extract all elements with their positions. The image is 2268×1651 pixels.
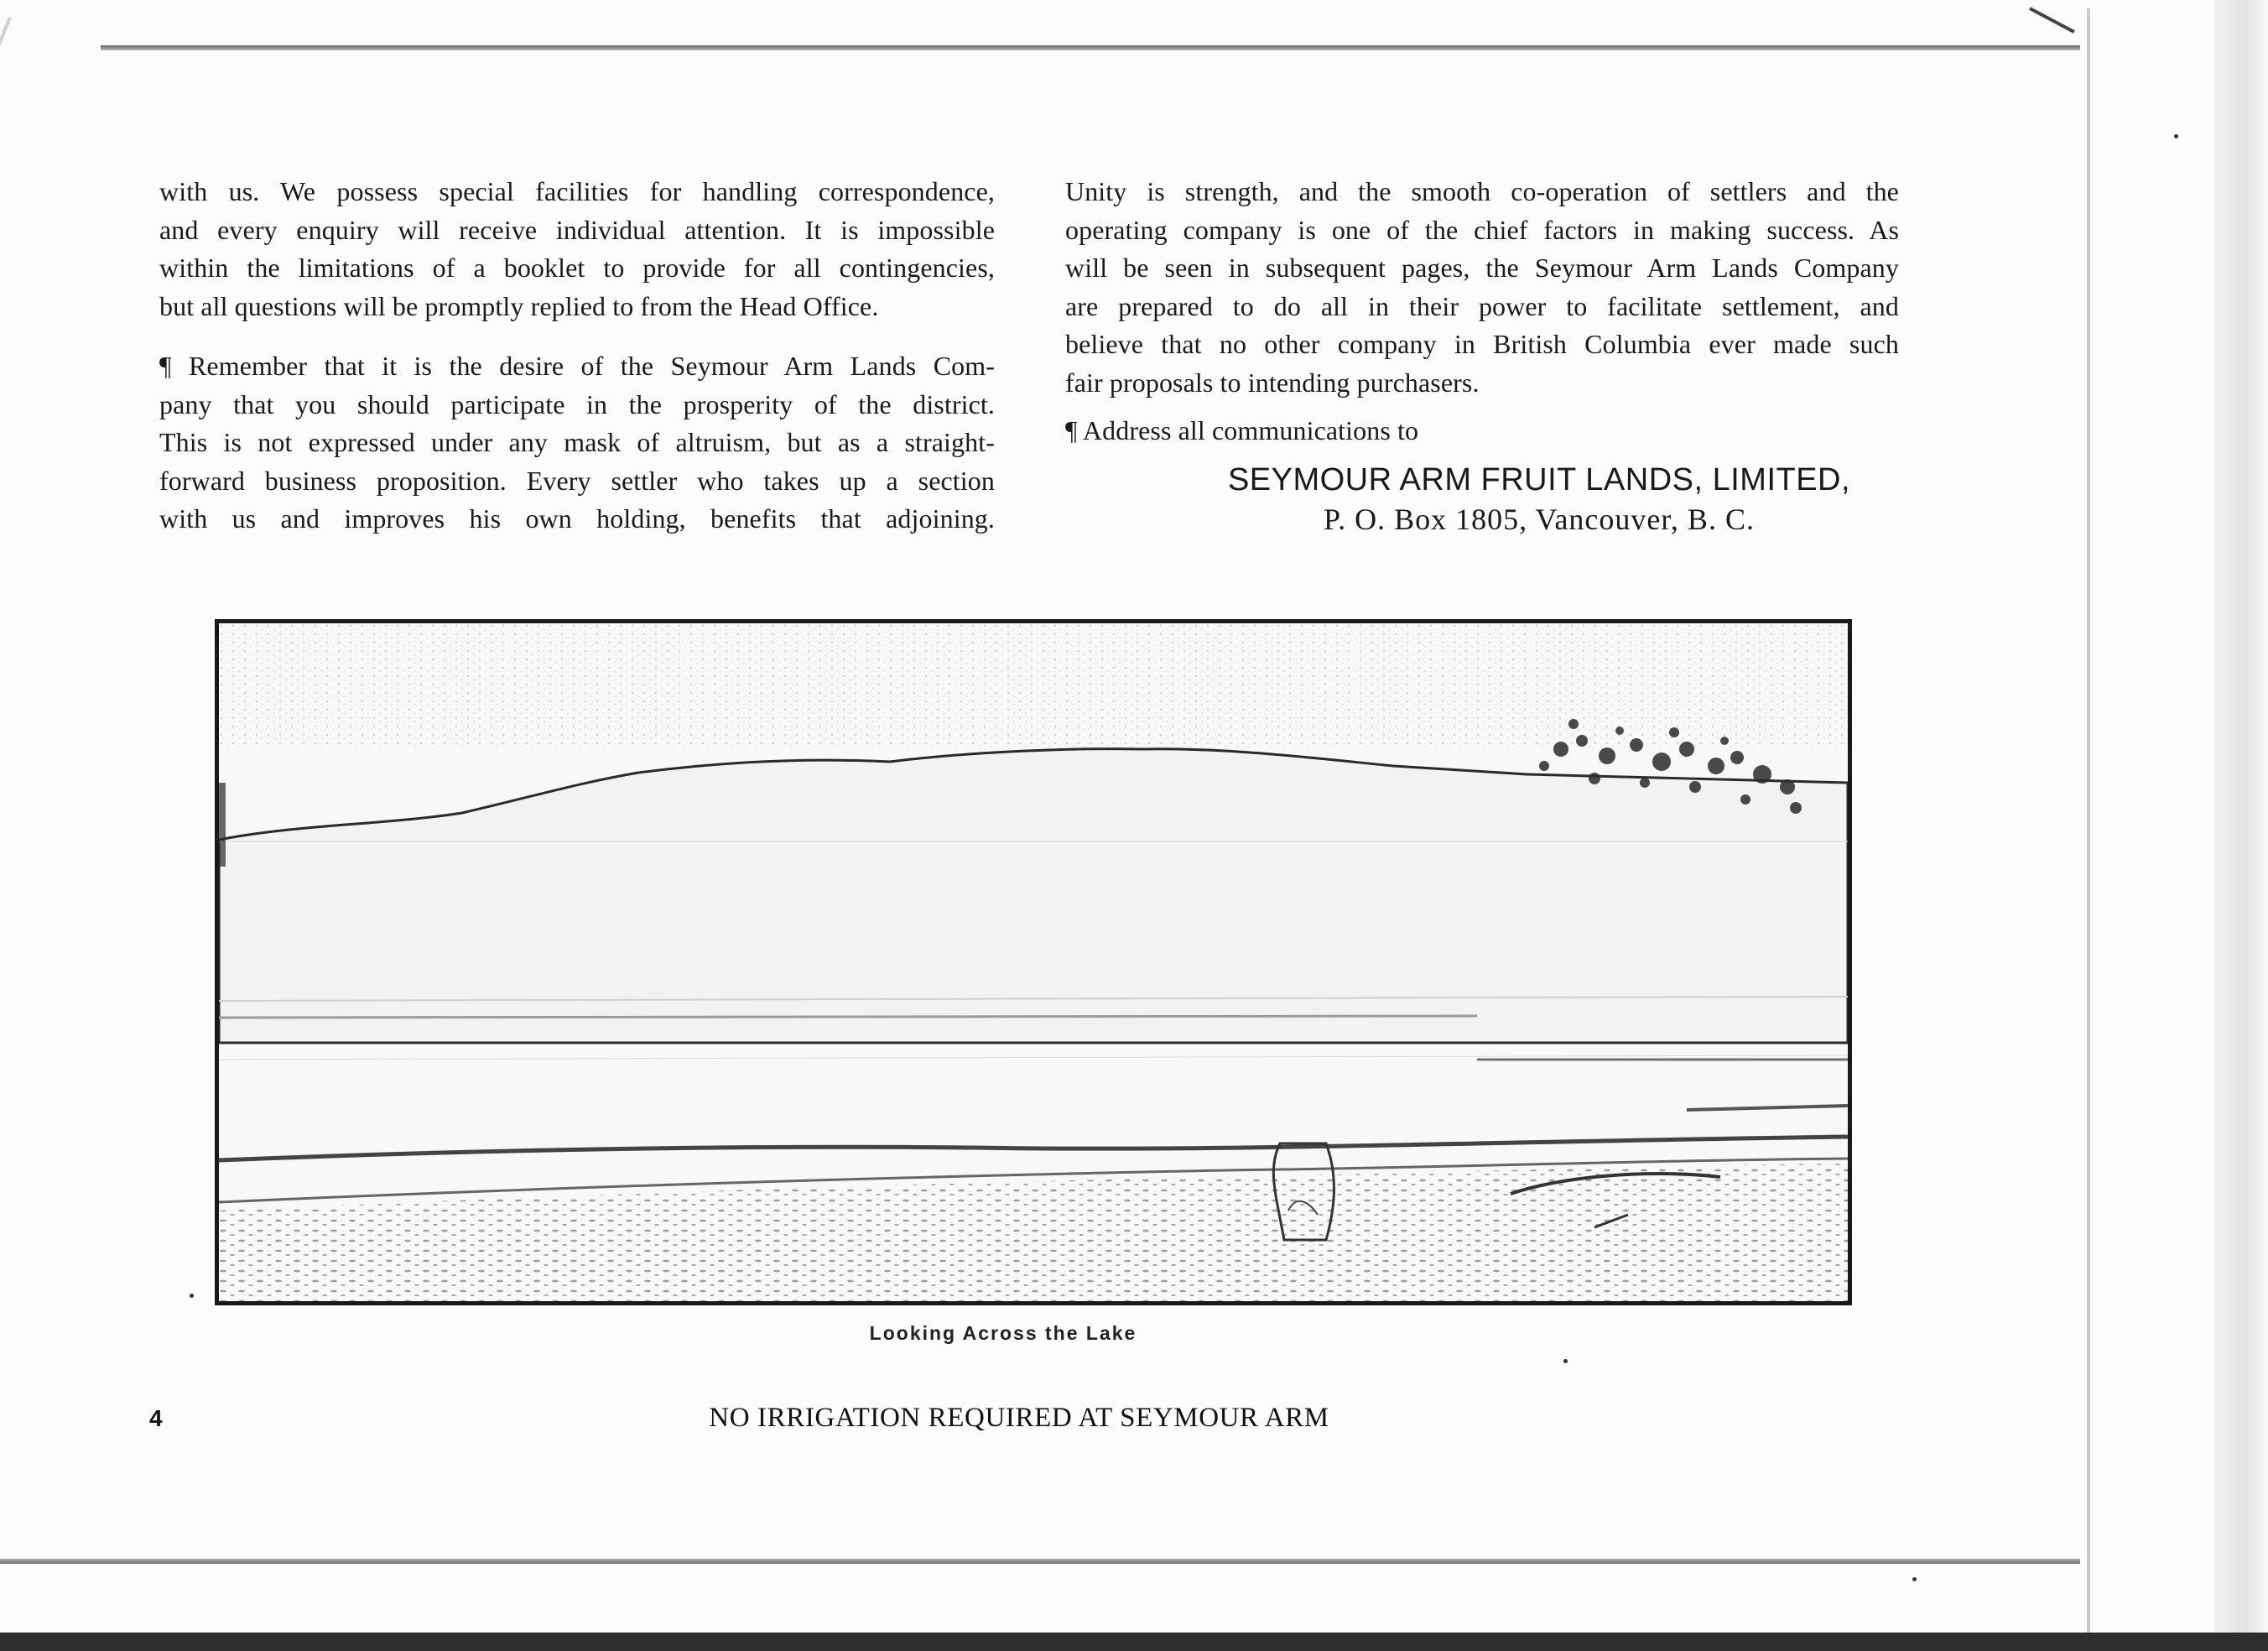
text-line: fair proposals to intending purchasers. — [1065, 367, 1480, 398]
page-number: 4 — [149, 1405, 163, 1431]
text-line: believe that no other company in British Columbia ever made such — [1065, 329, 1899, 359]
company-name: SEYMOUR ARM FRUIT LANDS, LIMITED, — [1227, 462, 1851, 497]
lake-landscape-illustration — [219, 623, 1848, 1301]
text-line: forward business proposition. Every settler who takes up a section — [159, 465, 995, 496]
scan-speck — [190, 1294, 194, 1298]
text-line: ¶ Remember that it is the desire of the Seymour Arm Lands Com- — [159, 351, 995, 381]
page-top-edge — [101, 45, 2080, 50]
text-line: but all questions will be promptly replied to from the Head Office. — [159, 290, 879, 321]
page-left-edge — [0, 17, 12, 252]
text-line: within the limitations of a booklet to provide for all contingencies, — [159, 253, 995, 283]
left-text-column — [159, 173, 995, 539]
page-bottom-edge — [0, 1559, 2080, 1564]
postal-address: P. O. Box 1805, Vancouver, B. C. — [1324, 503, 1755, 536]
footer-slogan: NO IRRIGATION REQUIRED AT SEYMOUR ARM — [709, 1403, 1329, 1433]
page-right-edge — [2087, 8, 2090, 1644]
scan-bottom-band — [0, 1633, 2268, 1651]
page-corner-fold — [2029, 7, 2075, 34]
adjacent-page-edge — [2214, 0, 2268, 1651]
scan-speck — [2174, 134, 2178, 138]
lake-photograph — [215, 619, 1852, 1305]
text-line: operating company is one of the chief factors in making success. As — [1065, 214, 1899, 245]
scan-speck — [1563, 1359, 1568, 1363]
scan-speck — [1912, 1577, 1917, 1581]
address-block — [1065, 460, 2013, 539]
text-line: pany that you should participate in the prosperity of the district. — [159, 388, 995, 419]
address-intro: ¶ Address all communications to — [1065, 415, 1419, 445]
right-text-column — [1065, 173, 1899, 451]
text-line: are prepared to do all in their power to facilitate settlement, and — [1065, 290, 1899, 321]
text-line: will be seen in subsequent pages, the Seymour Arm Lands Company — [1065, 253, 1899, 283]
text-line: This is not expressed under any mask of altruism, but as a straight- — [159, 427, 995, 457]
photo-caption: Looking Across the Lake — [869, 1322, 1137, 1344]
text-line: with us. We possess special facilities for handling correspondence, — [159, 176, 995, 206]
text-line: and every enquiry will receive individual attention. It is impossible — [159, 214, 995, 245]
text-line: Unity is strength, and the smooth co-operation of settlers and the — [1065, 176, 1899, 206]
text-line: with us and improves his own holding, benefits that adjoining. — [159, 503, 995, 534]
